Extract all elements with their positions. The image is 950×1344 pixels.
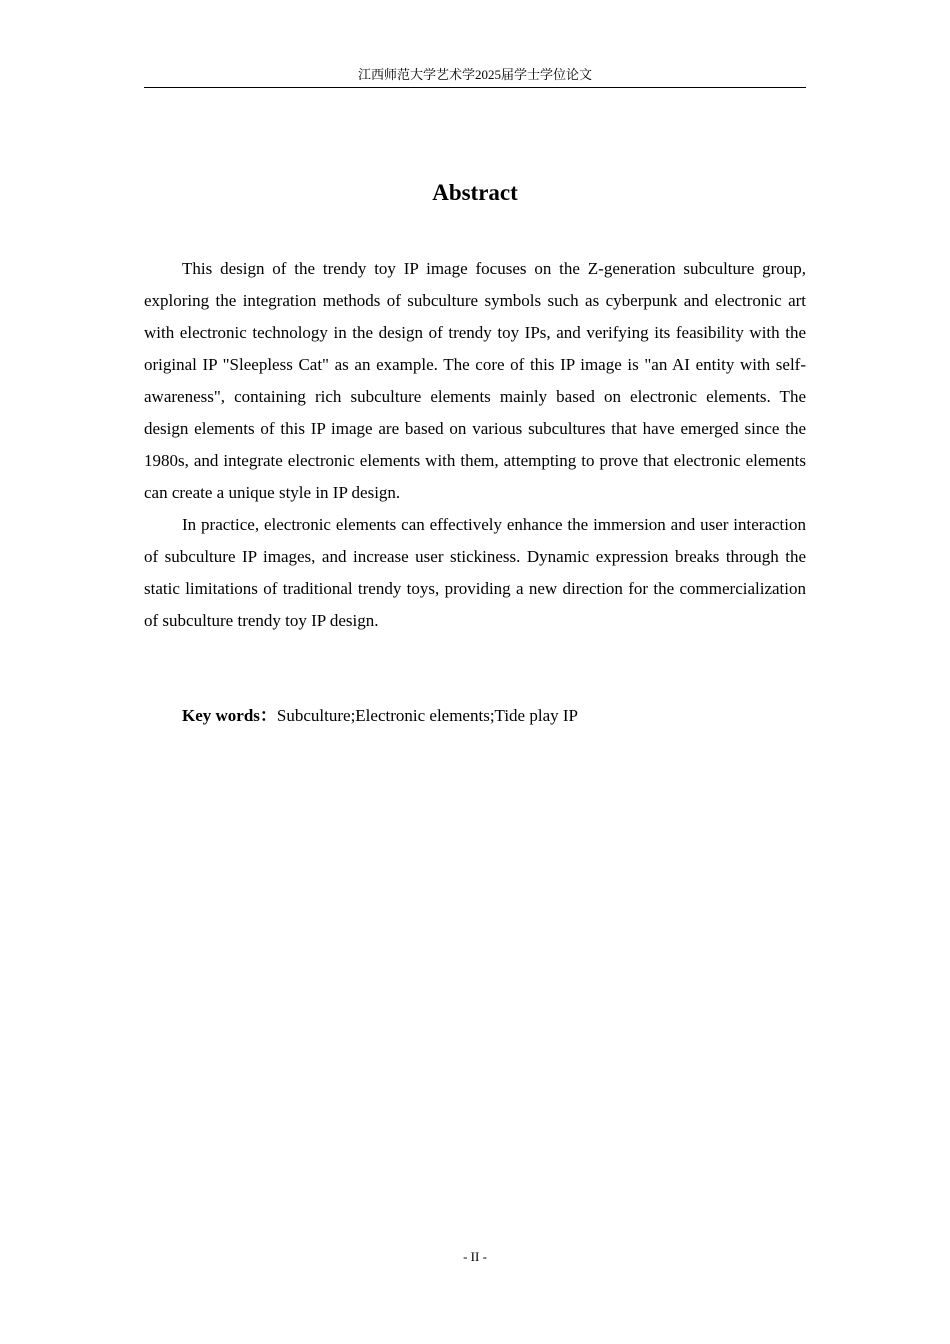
keywords-label: Key words： [182,706,277,725]
page-header [144,64,806,88]
keywords-value: Subculture;Electronic elements;Tide play IP [276,706,578,725]
page-title: Abstract [432,180,518,205]
abstract-paragraph-1: This design of the trendy toy IP image focuses on the Z-generation subculture group, exploring the integration methods of subculture symbols such as cyberpunk and electronic art with electronic technology in the design of trendy toy IPs, and verifying its feasibility with the original IP "Sleepless Cat" as an example. The core of this IP image is "an AI entity with self-awareness", containing rich subculture elements mainly based on electronic elements. The design elements of this IP image are based on various subcultures that have emerged since the 1980s, and integrate electronic elements with them, attempting to prove that electronic elements can create a unique style in IP design. [144,259,806,502]
abstract-paragraph-2: In practice, electronic elements can effectively enhance the immersion and user interaction of subculture IP images, and increase user stickiness. Dynamic expression breaks through the static limitations of traditional trendy toys, providing a new direction for the commercialization of subculture trendy toy IP design. [144,515,806,630]
keywords-line [182,700,578,732]
page-footer [144,1247,806,1267]
abstract-body [144,253,806,637]
page-number: - II - [463,1249,487,1264]
header-text: 江西师范大学艺术学2025届学士学位论文 [357,67,592,82]
